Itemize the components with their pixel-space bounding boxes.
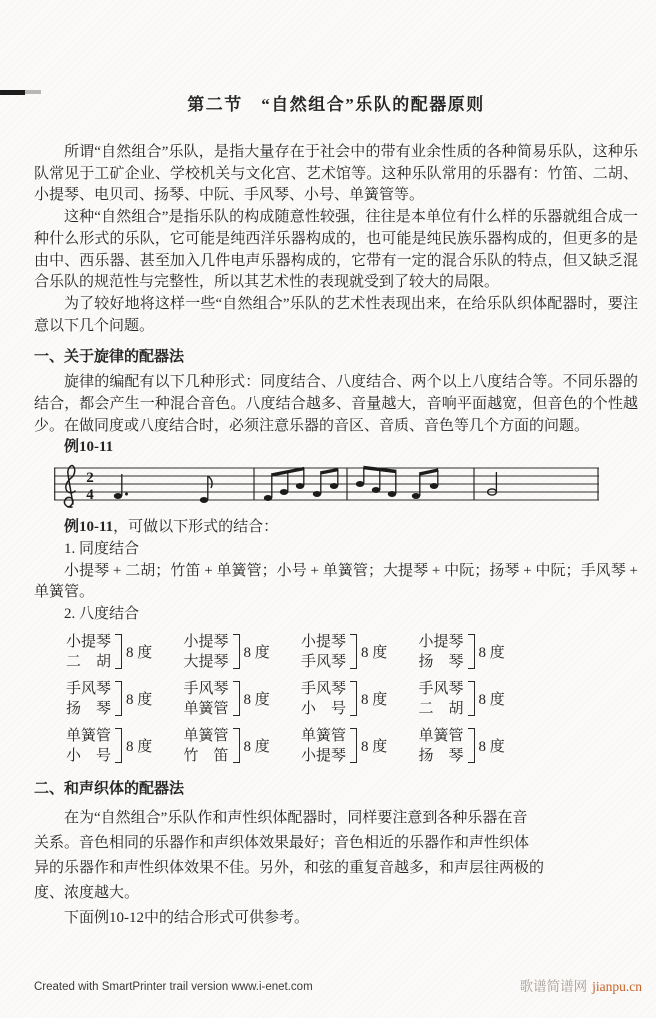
pair-names [66,679,113,719]
intro-paragraph: 所谓“自然组合”乐队，是指大量存在于社会中的带有业余性质的各种简易乐队，这种乐队常见于工矿企业、学校机关与文化宫、艺术馆等。这种乐队常用的乐器有：竹笛、二胡、小提琴、电贝司、扬琴、中阮、手风琴、小号、单簧管等。 [34,144,638,204]
measure-1-notes [114,474,212,503]
instrument-bottom: 扬 琴 [418,747,464,764]
example-caption-prefix: 例10-11 [64,519,114,536]
music-staff-example [54,462,638,515]
staff-notation-figure [54,462,599,510]
instrument-bottom: 二 胡 [66,653,112,670]
time-signature-top: 2 [86,470,94,487]
intro-paragraph: 为了较好地将这样一些“自然组合”乐队的艺术性表现出来，在给乐队织体配器时，要注意以下几个问题。 [34,295,638,334]
instrument-bottom: 小提琴 [301,747,347,764]
octave-bracket [468,728,475,763]
octave-pair-cell [301,632,401,672]
instrument-top: 手风琴 [418,680,464,697]
pair-names [301,632,348,672]
octave-bracket [115,681,122,716]
octave-pair-cell [184,679,284,719]
octave-heading: 2. 八度结合 [64,605,140,622]
instrument-bottom: 二 胡 [418,700,464,717]
instrument-top: 小提琴 [418,633,464,650]
pair-names [184,632,231,672]
section2-closing-line: 下面例10-12中的结合形式可供参考。 [64,909,309,926]
octave-degree-label: 8 度 [243,692,270,709]
page-title: 第二节 “自然组合”乐队的配器原则 [187,95,485,114]
example-10-11-label: 例10-11 [64,439,114,456]
measure-2-notes [264,469,339,502]
unison-combinations-text: 小提琴 + 二胡；竹笛 + 单簧管；小号 + 单簧管；大提琴 + 中阮；扬琴 + 中阮；手风琴 + 单簧管。 [34,562,638,601]
octave-bracket [350,728,357,763]
pair-names [66,632,113,672]
instrument-bottom: 扬 琴 [66,700,112,717]
octave-degree-label: 8 度 [361,739,388,756]
scanned-book-page [0,90,656,1018]
instrument-top: 手风琴 [66,680,112,697]
instrument-top: 小提琴 [301,633,347,650]
pair-names [184,726,231,766]
instrument-bottom: 大提琴 [183,653,229,670]
section2-heading: 二、和声织体的配器法 [34,780,185,797]
intro-section [34,142,638,337]
octave-degree-label: 8 度 [361,645,388,662]
section2-paragraph [34,806,558,931]
octave-combinations-table [66,632,518,766]
intro-paragraph: 这种“自然组合”是指乐队的构成随意性较强，往往是本单位有什么样的乐器就组合成一种什么形式的乐队，它可能是纯西洋乐器构成的，也可能是纯民族乐器构成的，但更多的是由中、西乐器、甚至加入几件电声乐器构成的，它带有一定的混合乐队的特点，但又缺乏混合乐队的规范性与完整性，所以其艺术性的表现就受到了较大的局限。 [34,209,638,291]
octave-pair-cell [301,679,401,719]
octave-pair-cell [184,726,284,766]
octave-degree-label: 8 度 [478,645,505,662]
instrument-top: 单簧管 [418,727,464,744]
scan-artifact-mark [0,90,25,95]
instrument-top: 单簧管 [66,727,112,744]
pair-names [66,726,113,766]
instrument-top: 小提琴 [66,633,112,650]
pair-names [301,679,348,719]
treble-clef-icon [64,466,75,508]
instrument-top: 单簧管 [183,727,229,744]
octave-bracket [233,728,240,763]
section1-paragraph: 旋律的编配有以下几种形式：同度结合、八度结合、两个以上八度结合等。不同乐器的结合，都会产生一种混合音色。八度结合越多、音量越大，音响平面越宽，但音色的个性越少。在做同度或八度结合时，必须注意乐器的音区、音质、音色等几个方面的问题。 [34,374,638,434]
instrument-top: 手风琴 [183,680,229,697]
octave-degree-label: 8 度 [361,692,388,709]
page-content [0,90,656,931]
instrument-bottom: 单簧管 [183,700,229,717]
instrument-bottom: 扬 琴 [418,653,464,670]
pair-names [301,726,348,766]
octave-bracket [115,728,122,763]
site-domain: jianpu.cn [592,979,642,994]
octave-degree-label: 8 度 [126,692,153,709]
section2-line: 关系。音色相同的乐器作和声织体效果最好；音色相近的乐器作和声性织体 [34,834,530,851]
section2-line: 异的乐器作和声性织体效果不佳。另外，和弦的重复音越多，和声层往两极的 [34,859,545,876]
octave-bracket [468,681,475,716]
site-watermark [520,975,642,995]
pair-names [419,726,466,766]
section2-line: 在为“自然组合”乐队作和声性织体配器时，同样要注意到各种乐器在音 [64,809,528,826]
instrument-top: 小提琴 [183,633,229,650]
octave-degree-label: 8 度 [478,739,505,756]
octave-pair-cell [66,632,166,672]
example-caption-rest: ，可做以下形式的结合： [113,519,279,536]
octave-pair-cell [66,679,166,719]
octave-bracket [468,634,475,669]
octave-degree-label: 8 度 [243,739,270,756]
instrument-bottom: 小 号 [301,700,347,717]
pair-names [184,679,231,719]
instrument-top: 手风琴 [301,680,347,697]
octave-degree-label: 8 度 [243,645,270,662]
octave-pair-cell [419,679,519,719]
octave-bracket [115,634,122,669]
scan-artifact-mark-tail [25,90,41,94]
instrument-bottom: 竹 笛 [183,747,229,764]
pair-names [419,679,466,719]
octave-bracket [350,634,357,669]
instrument-top: 单簧管 [301,727,347,744]
octave-pair-cell [184,632,284,672]
section1-heading: 一、关于旋律的配器法 [34,349,185,366]
octave-pair-cell [419,632,519,672]
octave-degree-label: 8 度 [126,645,153,662]
unison-heading: 1. 同度结合 [64,540,140,557]
octave-degree-label: 8 度 [478,692,505,709]
octave-bracket [350,681,357,716]
octave-pair-cell [419,726,519,766]
measure-3-notes [356,468,439,500]
site-name: 歌谱简谱网 [519,979,588,994]
instrument-bottom: 小 号 [66,747,112,764]
time-signature-bottom: 4 [86,487,94,504]
octave-bracket [233,634,240,669]
section2-line: 度、浓度越大。 [34,884,140,901]
smartprinter-credit: Created with SmartPrinter trail version www.i-enet.com [34,981,313,993]
octave-pair-cell [66,726,166,766]
example-caption [34,517,638,539]
octave-degree-label: 8 度 [126,739,153,756]
instrument-bottom: 手风琴 [301,653,347,670]
octave-bracket [233,681,240,716]
octave-pair-cell [301,726,401,766]
pair-names [419,632,466,672]
